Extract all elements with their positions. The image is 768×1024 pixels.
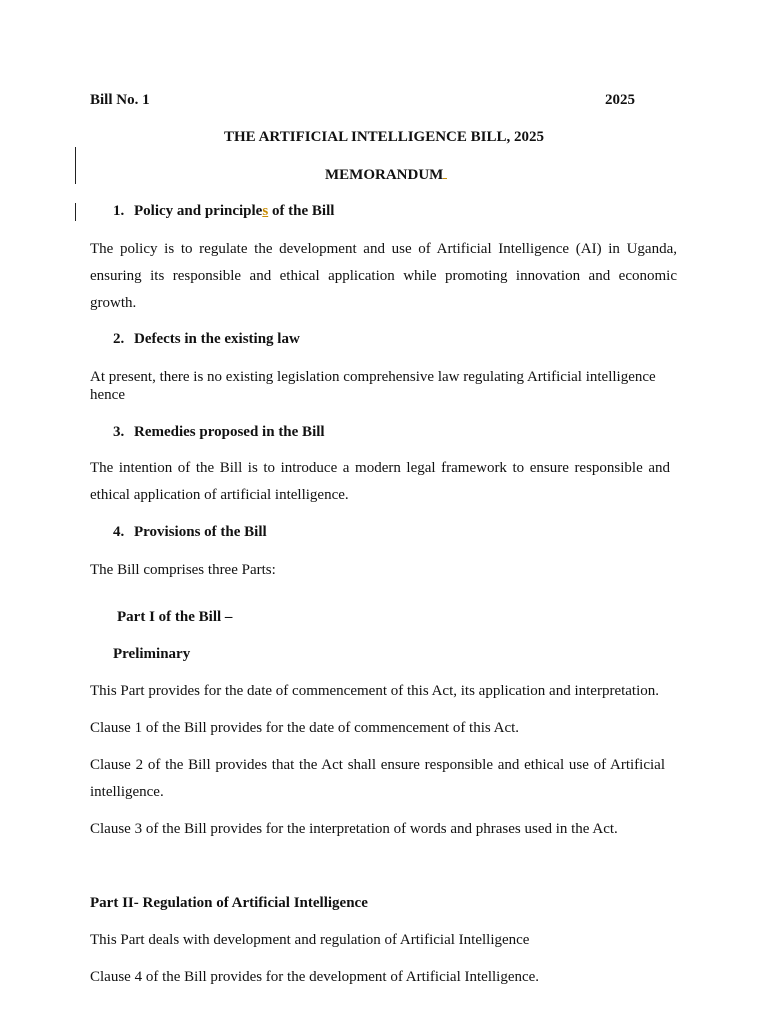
memorandum-heading: [325, 166, 447, 184]
part-2-heading: Part II- Regulation of Artificial Intelligence: [90, 895, 368, 911]
section-heading-3: [113, 424, 325, 441]
part-1-heading: Part I of the Bill –: [117, 609, 233, 625]
part-2-paragraph: This Part deals with development and regulation of Artificial Intelligence: [90, 932, 530, 948]
part-1-paragraph: Clause 3 of the Bill provides for the interpretation of words and phrases used in the Act.: [90, 821, 618, 837]
section-heading-text: Policy and principle: [134, 203, 263, 219]
section-heading-text: Remedies proposed in the Bill: [134, 424, 325, 440]
section-heading-2: [113, 331, 300, 348]
section-body-2: At present, there is no existing legislation comprehensive law regulating Artificial intelligence hence: [90, 369, 656, 403]
change-bar: [75, 147, 76, 184]
part-2-paragraph: Clause 4 of the Bill provides for the development of Artificial Intelligence.: [90, 969, 540, 985]
section-number: 4.: [113, 524, 125, 540]
section-body-1: The policy is to regulate the development and use of Artificial Intelligence (AI) in Uganda, ensuring its responsible and ethical application while promoting innovation and economic growth.: [90, 241, 677, 311]
section-heading-text: Provisions of the Bill: [134, 524, 267, 540]
part-1-paragraph: This Part provides for the date of commencement of this Act, its application and interpretation.: [90, 683, 660, 699]
section-number: 3.: [113, 424, 125, 440]
document-title: THE ARTIFICIAL INTELLIGENCE BILL, 2025: [224, 129, 544, 145]
change-bar: [75, 203, 76, 221]
bill-number: Bill No. 1: [90, 92, 150, 108]
section-heading-1: [113, 203, 334, 220]
tracked-change-insert: s: [262, 203, 269, 219]
bill-year: 2025: [605, 92, 635, 108]
part-1-subheading: Preliminary: [113, 646, 191, 662]
section-body-4: The Bill comprises three Parts:: [90, 562, 276, 578]
tracked-change-mark: [443, 166, 447, 179]
section-heading-4: [113, 524, 267, 541]
memorandum-label: MEMORANDUM: [325, 167, 444, 183]
section-heading-text: Defects in the existing law: [134, 331, 300, 347]
part-1-paragraph: Clause 1 of the Bill provides for the date of commencement of this Act.: [90, 720, 520, 736]
part-1-paragraph: Clause 2 of the Bill provides that the Act shall ensure responsible and ethical use of Artificial intelligence.: [90, 757, 665, 800]
section-number: 1.: [113, 203, 125, 219]
section-heading-text-end: of the Bill: [268, 203, 335, 219]
section-body-3: The intention of the Bill is to introduce a modern legal framework to ensure responsible and ethical application of artificial intelligence.: [90, 460, 670, 503]
section-number: 2.: [113, 331, 125, 347]
